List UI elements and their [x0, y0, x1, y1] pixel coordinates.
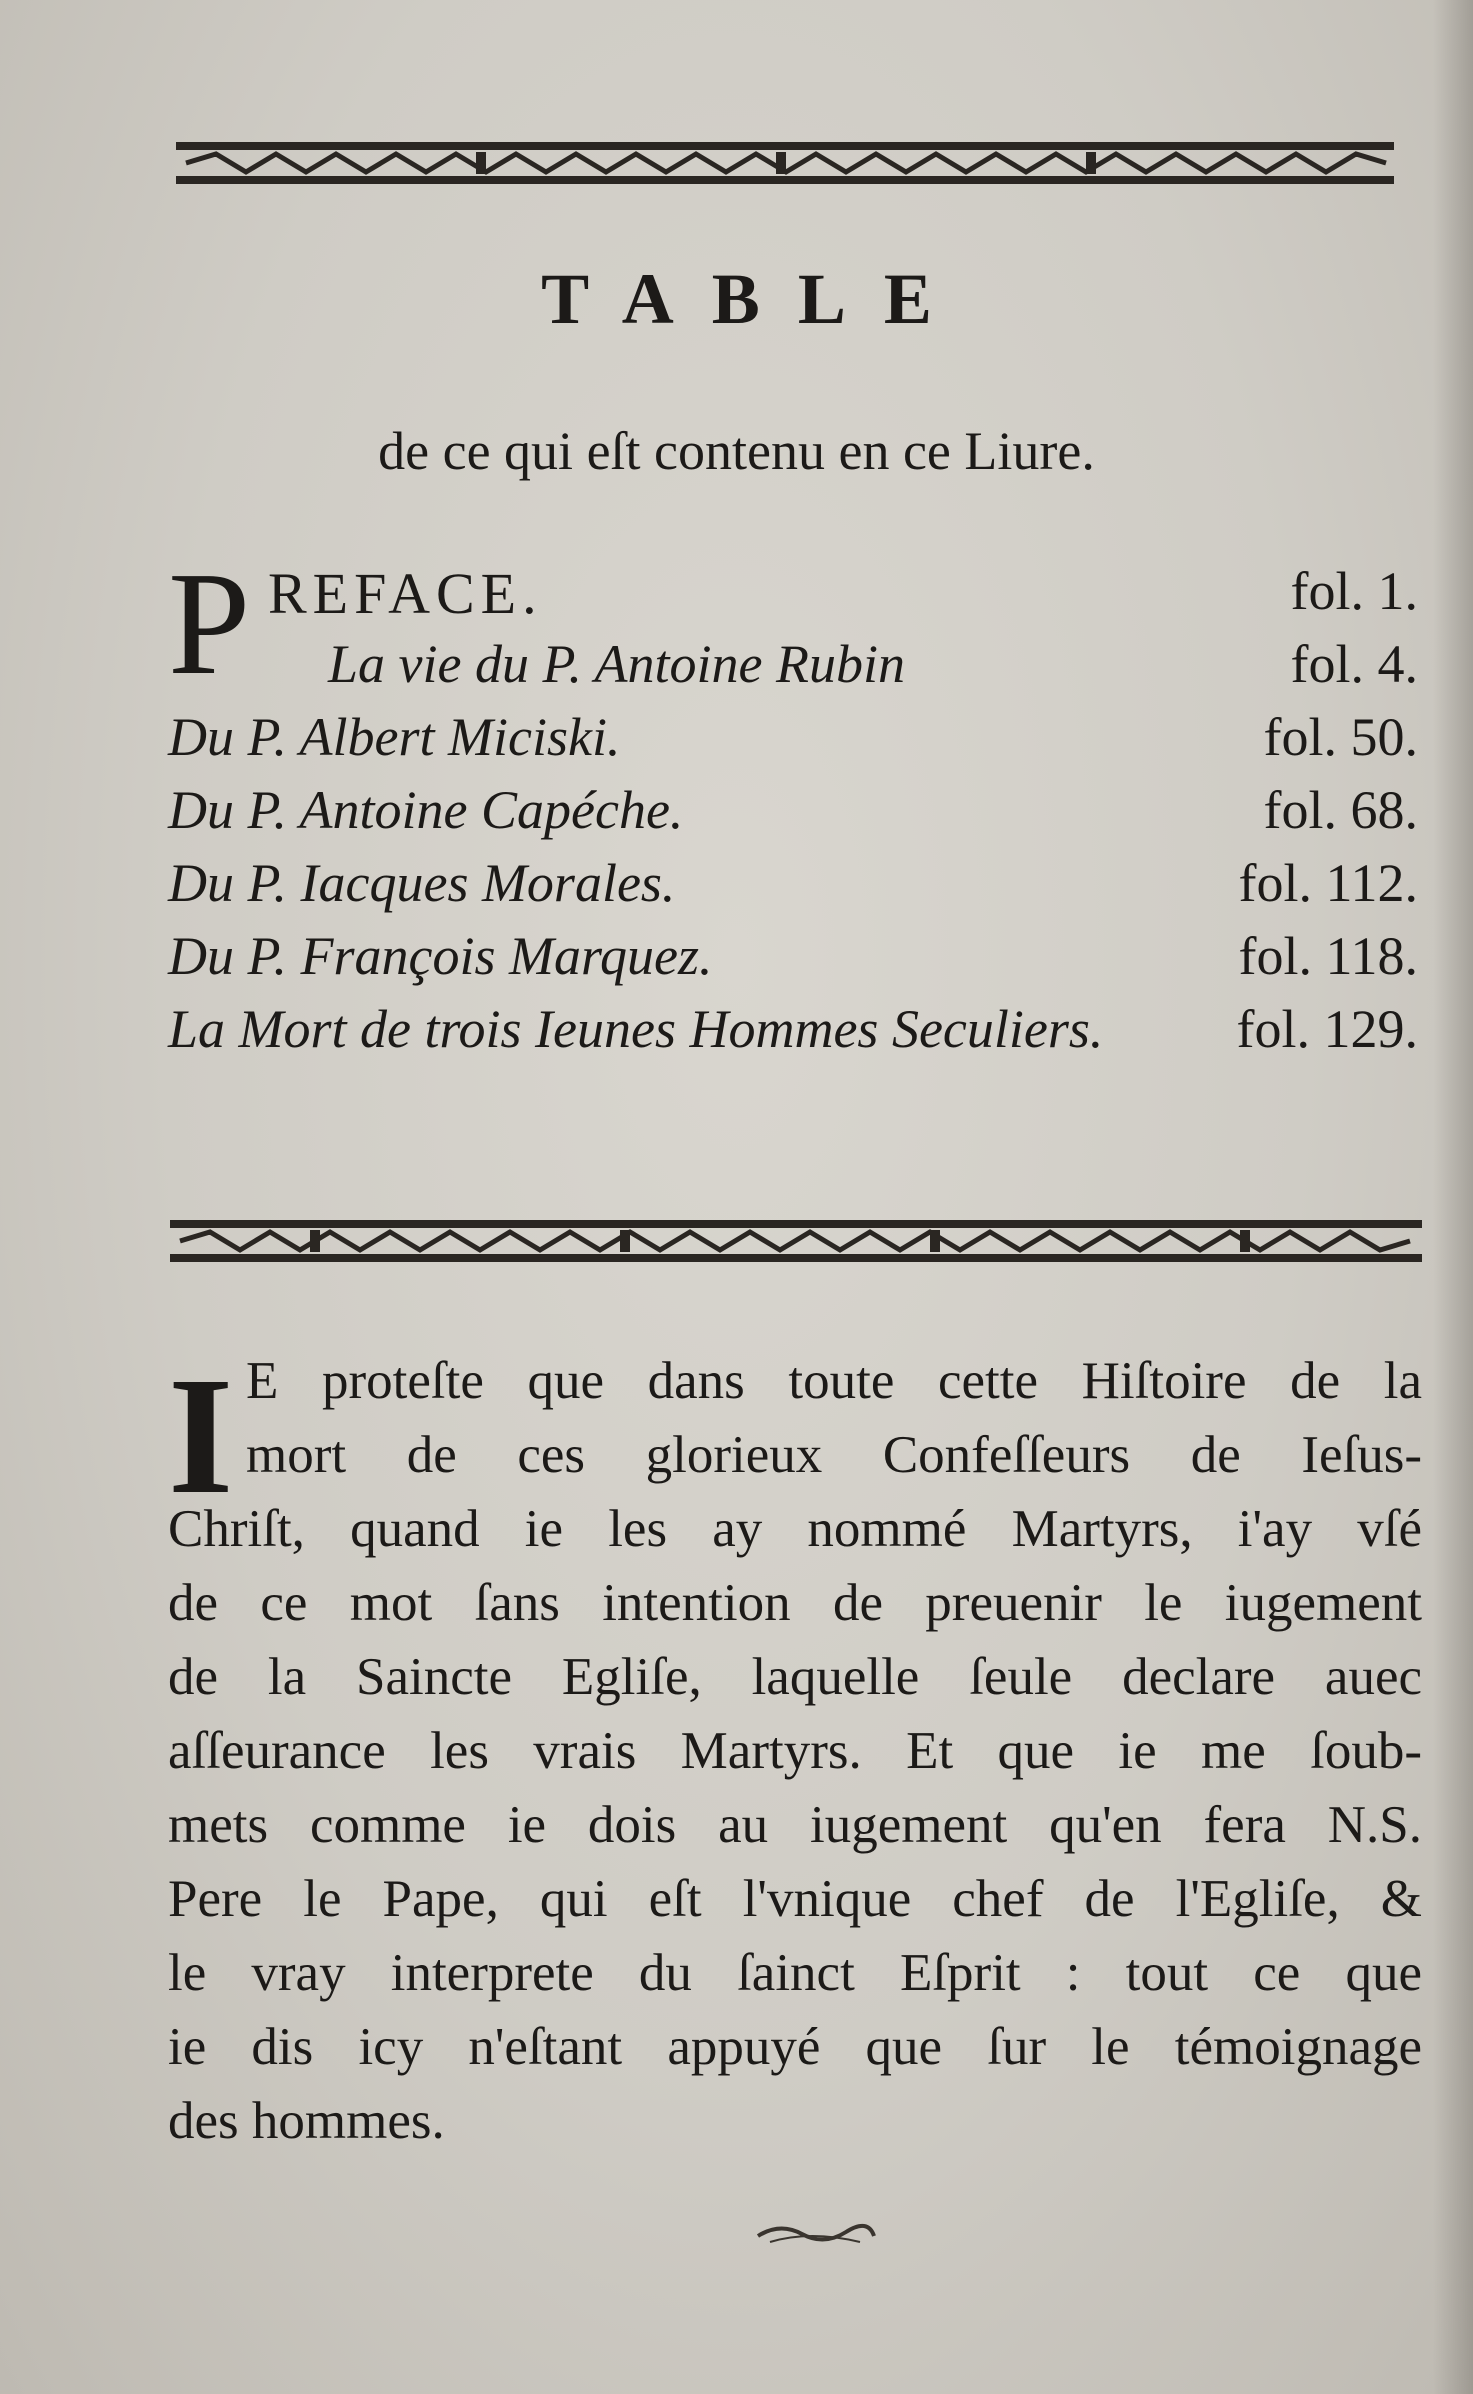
- toc-row: [168, 852, 1418, 925]
- toc-folio: fol. 68.: [1263, 780, 1418, 840]
- toc-folio: fol. 112.: [1238, 853, 1418, 913]
- text-line: de la Saincte Egliſe, laquelle ſeule declare auec: [168, 1648, 1422, 1706]
- toc-row: [168, 925, 1418, 998]
- page-edge-shadow: [1433, 0, 1473, 2394]
- toc-entry: Du P. François Marquez.: [168, 926, 713, 986]
- preface-drop-initial: P: [168, 542, 251, 706]
- catchword-mark: [750, 2218, 880, 2248]
- table-subtitle: de ce qui eſt contenu en ce Liure.: [378, 421, 1095, 481]
- text-line: Pere le Pape, qui eſt l'vnique chef de l'Egliſe, &: [168, 1870, 1422, 1928]
- middle-ornament-band: [170, 1218, 1422, 1264]
- table-of-contents: [168, 542, 1418, 1071]
- protest-drop-initial: I: [168, 1343, 234, 1529]
- toc-row: [168, 779, 1418, 852]
- text-line: mets comme ie dois au iugement qu'en fera N.S.: [168, 1796, 1422, 1854]
- toc-entry: Du P. Albert Miciski.: [168, 707, 621, 767]
- top-ornament-band: [176, 140, 1394, 186]
- text-line: E proteſte que dans toute cette Hiſtoire de la: [246, 1352, 1422, 1410]
- toc-folio: fol. 129.: [1236, 999, 1418, 1059]
- text-line: de ce mot ſans intention de preuenir le iugement: [168, 1574, 1422, 1632]
- table-title: TABLE: [541, 259, 970, 339]
- toc-folio: fol. 1.: [1290, 561, 1418, 621]
- text-line: des hommes.: [168, 2092, 445, 2150]
- toc-entry: Du P. Iacques Morales.: [168, 853, 676, 913]
- toc-entry: Du P. Antoine Capéche.: [168, 780, 684, 840]
- text-line: le vray interprete du ſainct Eſprit : tout ce que: [168, 1944, 1422, 2002]
- toc-row: [168, 633, 1418, 706]
- toc-entry: La Mort de trois Ieunes Hommes Seculiers.: [168, 999, 1104, 1059]
- protest-paragraph: [168, 1344, 1422, 2158]
- text-line: Chriſt, quand ie les ay nommé Martyrs, i'ay vſé: [168, 1500, 1422, 1558]
- text-line: ie dis icy n'eſtant appuyé que ſur le témoignage: [168, 2018, 1422, 2076]
- toc-folio: fol. 50.: [1263, 707, 1418, 767]
- text-line: aſſeurance les vrais Martyrs. Et que ie me ſoub-: [168, 1722, 1422, 1780]
- toc-entry: La vie du P. Antoine Rubin: [328, 634, 905, 694]
- toc-row: [168, 998, 1418, 1071]
- text-line: mort de ces glorieux Confeſſeurs de Ieſus-: [246, 1426, 1422, 1484]
- toc-row: [168, 706, 1418, 779]
- toc-folio: fol. 4.: [1290, 634, 1418, 694]
- toc-folio: fol. 118.: [1238, 926, 1418, 986]
- preface-title: REFACE.: [268, 561, 543, 626]
